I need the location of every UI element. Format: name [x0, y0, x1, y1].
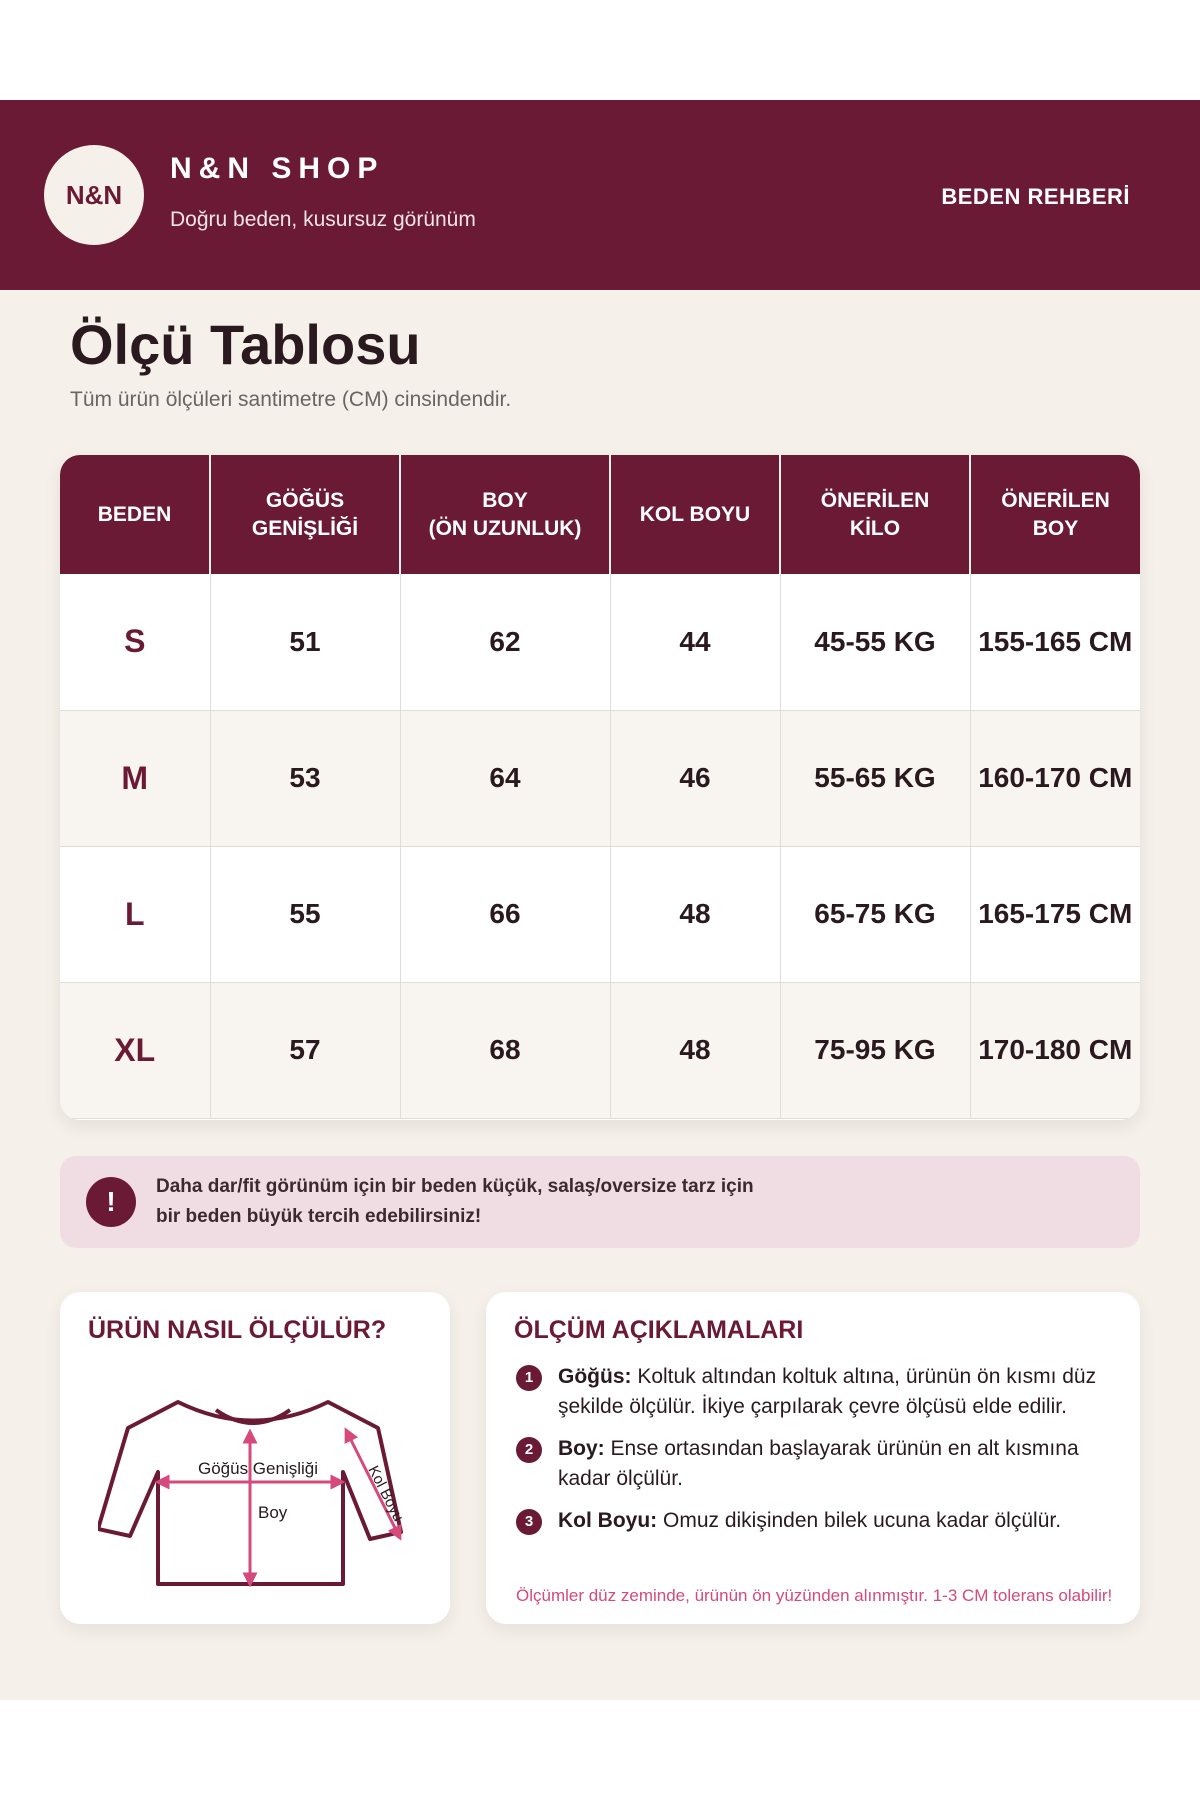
explanation-term: Kol Boyu: — [558, 1509, 658, 1532]
weight-cell: 65-75 KG — [780, 846, 970, 982]
header-sleeve-length: KOL BOYU — [610, 455, 780, 574]
table-row — [60, 574, 1140, 710]
length-label: Boy — [258, 1503, 288, 1522]
measurement-explanations-card — [486, 1292, 1140, 1624]
number-badge: 2 — [516, 1437, 542, 1463]
chest-width-label: Göğüs Genişliği — [198, 1459, 319, 1478]
fit-tip-line: Daha dar/fit görünüm için bir beden küçük, salaş/oversize tarz için — [156, 1176, 754, 1197]
site-header — [0, 100, 1200, 290]
sleeve-cell: 48 — [610, 982, 780, 1118]
fit-tip-text — [156, 1172, 856, 1232]
page-subtitle: Tüm ürün ölçüleri santimetre (CM) cinsindendir. — [70, 388, 512, 411]
sleeve-cell: 46 — [610, 710, 780, 846]
brand-logo[interactable]: N&N — [44, 145, 144, 245]
weight-cell: 75-95 KG — [780, 982, 970, 1118]
chest-cell: 55 — [210, 846, 400, 982]
header-chest-width: GÖĞÜS GENİŞLİĞİ — [210, 455, 400, 574]
sweater-measurement-diagram — [98, 1384, 418, 1604]
explanation-term: Boy: — [558, 1437, 605, 1460]
tolerance-footnote: Ölçümler düz zeminde, ürünün ön yüzünden alınmıştır. 1-3 CM tolerans olabilir! — [516, 1586, 1113, 1605]
weight-cell: 45-55 KG — [780, 574, 970, 710]
header-recommended-weight: ÖNERİLEN KİLO — [780, 455, 970, 574]
height-cell: 170-180 CM — [970, 982, 1140, 1118]
table-row — [60, 710, 1140, 846]
list-item — [516, 1434, 1116, 1494]
size-cell: XL — [60, 982, 210, 1118]
number-badge: 1 — [516, 1365, 542, 1391]
page-title: Ölçü Tablosu — [70, 313, 421, 376]
table-header-row — [60, 455, 1140, 574]
chest-cell: 51 — [210, 574, 400, 710]
brand-name: N&N SHOP — [170, 152, 385, 185]
sleeve-length-label: Kol Boyu — [364, 1463, 407, 1525]
table-row — [60, 982, 1140, 1118]
size-cell: L — [60, 846, 210, 982]
explanation-term: Göğüs: — [558, 1365, 632, 1388]
header-recommended-height: ÖNERİLEN BOY — [970, 455, 1140, 574]
table-row — [60, 846, 1140, 982]
length-cell: 66 — [400, 846, 610, 982]
explanation-text: Omuz dikişinden bilek ucuna kadar ölçülür. — [657, 1509, 1062, 1532]
list-item — [516, 1506, 1116, 1536]
fit-tip-line: bir beden büyük tercih edebilirsiniz! — [156, 1206, 482, 1227]
size-chart-table — [60, 455, 1140, 1120]
height-cell: 165-175 CM — [970, 846, 1140, 982]
chest-cell: 57 — [210, 982, 400, 1118]
height-cell: 160-170 CM — [970, 710, 1140, 846]
measurement-explanations-title: ÖLÇÜM AÇIKLAMALARI — [514, 1316, 804, 1344]
size-cell: M — [60, 710, 210, 846]
how-to-measure-card — [60, 1292, 450, 1624]
height-cell: 155-165 CM — [970, 574, 1140, 710]
length-cell: 68 — [400, 982, 610, 1118]
number-badge: 3 — [516, 1509, 542, 1535]
sleeve-cell: 48 — [610, 846, 780, 982]
brand-tagline: Doğru beden, kusursuz görünüm — [170, 208, 476, 231]
header-size: BEDEN — [60, 455, 210, 574]
weight-cell: 55-65 KG — [780, 710, 970, 846]
explanation-text: Koltuk altından koltuk altına, ürünün ön kısmı düz şekilde ölçülür. İkiye çarpılarak çevre ölçüsü elde edilir. — [558, 1365, 1097, 1418]
explanation-text: Ense ortasından başlayarak ürünün en alt kısmına kadar ölçülür. — [558, 1437, 1079, 1490]
size-cell: S — [60, 574, 210, 710]
fit-tip-box — [60, 1156, 1140, 1248]
exclamation-icon: ! — [86, 1177, 136, 1227]
how-to-measure-title: ÜRÜN NASIL ÖLÇÜLÜR? — [88, 1316, 387, 1344]
sleeve-cell: 44 — [610, 574, 780, 710]
chest-cell: 53 — [210, 710, 400, 846]
header-length: BOY (ÖN UZUNLUK) — [400, 455, 610, 574]
length-cell: 64 — [400, 710, 610, 846]
length-cell: 62 — [400, 574, 610, 710]
explanation-list — [516, 1362, 1116, 1548]
list-item — [516, 1362, 1116, 1422]
size-guide-label: BEDEN REHBERİ — [941, 184, 1130, 209]
